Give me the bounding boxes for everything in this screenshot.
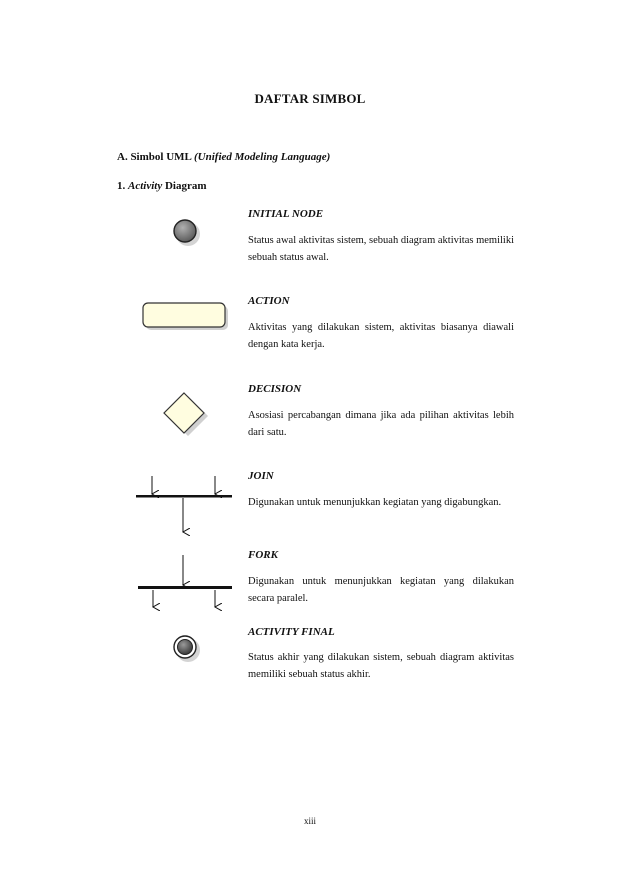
subsection-italic: Activity <box>128 180 163 192</box>
join-symbol <box>134 474 234 536</box>
fork-symbol <box>136 553 236 611</box>
entry-desc-initial-node: Status awal aktivitas sistem, sebuah diagram aktivitas memiliki sebuah status awal. <box>248 235 514 263</box>
entry-title-join: JOIN <box>248 470 274 482</box>
entry-title-activity-final: ACTIVITY FINAL <box>248 626 335 638</box>
entry-desc-fork: Digunakan untuk menunjukkan kegiatan yang dilakukan secara paralel. <box>248 576 514 604</box>
subsection-heading <box>117 180 207 192</box>
subsection-number: 1. <box>117 180 126 192</box>
decision-symbol <box>162 392 212 438</box>
entry-title-action: ACTION <box>248 295 290 307</box>
entry-desc-activity-final: Status akhir yang dilakukan sistem, sebuah diagram aktivitas memiliki sebuah status akhir. <box>248 652 514 680</box>
entry-title-decision: DECISION <box>248 383 302 395</box>
section-heading <box>117 151 330 163</box>
entry-desc-action: Aktivitas yang dilakukan sistem, aktivitas biasanya diawali dengan kata kerja. <box>248 322 514 350</box>
section-prefix: A. Simbol UML <box>117 151 192 163</box>
entry-desc-join: Digunakan untuk menunjukkan kegiatan yang digabungkan. <box>248 497 502 508</box>
initial-node-symbol <box>168 216 204 250</box>
entry-title-initial-node: INITIAL NODE <box>248 208 324 220</box>
activity-final-symbol <box>168 632 204 666</box>
entry-desc-decision: Asosiasi percabangan dimana jika ada pilihan aktivitas lebih dari satu. <box>248 410 514 438</box>
action-symbol <box>141 301 231 333</box>
page-number: xiii <box>303 816 316 826</box>
page-title: DAFTAR SIMBOL <box>254 91 366 106</box>
entry-title-fork: FORK <box>248 549 278 561</box>
section-italic: (Unified Modeling Language) <box>194 151 331 163</box>
subsection-rest: Diagram <box>164 180 207 192</box>
